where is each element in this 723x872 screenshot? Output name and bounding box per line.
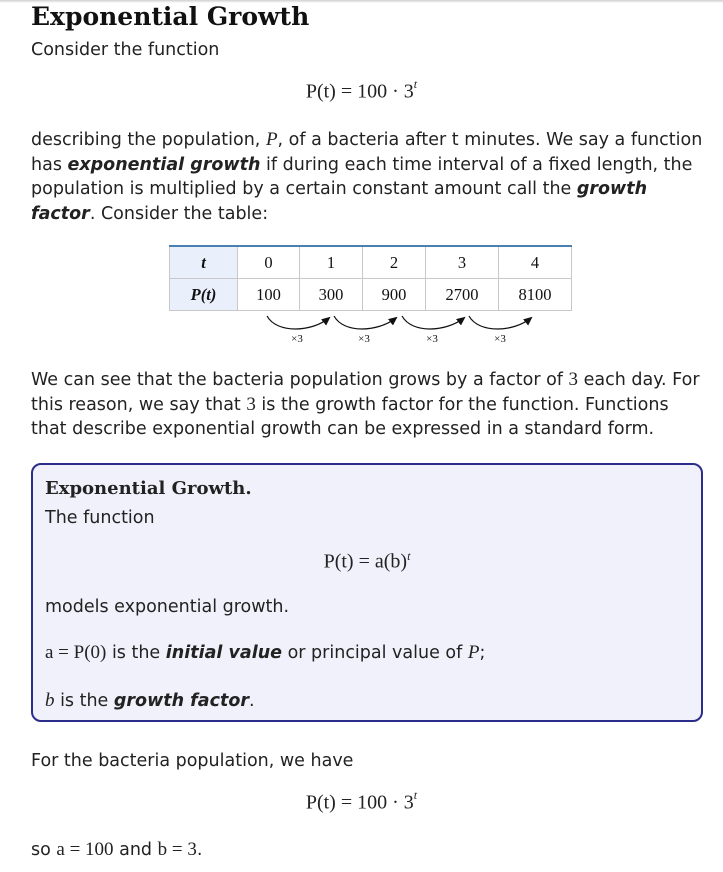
final-b-value: b = 3: [157, 839, 197, 860]
formula-standard-lhs: P(t) = a(b): [323, 550, 408, 573]
intro-text: Consider the function: [31, 40, 220, 60]
multiplier-label-4: ×3: [494, 333, 506, 345]
formula-population-lhs: P(t) = 100 · 3: [305, 80, 414, 103]
term-growth-factor: growth factor: [31, 179, 648, 224]
table-cell: 1: [300, 246, 363, 279]
arrow-2: [334, 316, 396, 329]
table-cell: 0: [238, 246, 300, 279]
line3-var-p: P: [467, 642, 480, 663]
para2-number-1: 3: [568, 369, 579, 390]
para2-text-3: is the growth factor for the function. Functions that describe exponential growth can be expressed in a standard form.: [31, 394, 669, 439]
multiplier-label-2: ×3: [358, 333, 370, 345]
line4-text-1: is the: [54, 691, 114, 711]
definition-line-2: models exponential growth.: [45, 597, 290, 617]
initial-value-math: a = P(0): [45, 642, 107, 663]
arrow-1: [267, 316, 329, 329]
table-cell: 3: [426, 246, 499, 279]
term-growth-factor-2: growth factor: [113, 691, 249, 711]
multiplier-arrows: [0, 308, 723, 348]
term-exponential-growth: exponential growth: [67, 154, 261, 175]
table-cell: 300: [300, 279, 363, 311]
desc-text-1: describing the population,: [31, 130, 266, 150]
table-cell: 900: [363, 279, 426, 311]
formula-population: [0, 79, 723, 104]
formula-standard-form: [33, 549, 701, 574]
bacteria-paragraph: For the bacteria population, we have: [31, 751, 354, 771]
table-cell: 2700: [426, 279, 499, 311]
definition-line-3: [45, 642, 485, 664]
formula-standard-exp: t: [407, 549, 411, 563]
table-cell: 100: [238, 279, 300, 311]
line3-text-1: is the: [106, 643, 166, 663]
arrow-4: [469, 316, 531, 329]
table-header-pt: P(t): [170, 279, 238, 311]
growth-factor-paragraph: [31, 368, 706, 442]
desc-var-p: P: [265, 129, 278, 150]
para2-text-2: each day. For this reason, we say that: [31, 370, 700, 415]
description-paragraph: [31, 128, 706, 226]
page-title: Exponential Growth: [31, 2, 310, 31]
final-so: so: [31, 840, 57, 860]
formula-bacteria-exp: t: [413, 788, 418, 802]
table-cell: 8100: [499, 279, 572, 311]
desc-text-4: . Consider the table:: [89, 203, 269, 224]
multiplier-label-3: ×3: [426, 333, 438, 345]
para2-text-1: We can see that the bacteria population grows by a factor of: [31, 370, 569, 390]
table-cell: 2: [363, 246, 426, 279]
table-cell: 4: [499, 246, 572, 279]
line3-end: ;: [479, 643, 486, 663]
para2-number-2: 3: [246, 393, 256, 415]
line4-end: .: [248, 691, 255, 711]
values-table: [169, 245, 572, 311]
multiplier-label-1: ×3: [291, 333, 303, 345]
table-row: [170, 246, 572, 279]
formula-bacteria-lhs: P(t) = 100 · 3: [305, 791, 414, 814]
definition-heading: Exponential Growth.: [45, 478, 252, 499]
table-header-t: t: [170, 246, 238, 279]
arrow-3: [402, 316, 464, 329]
formula-bacteria: [0, 790, 723, 815]
table-row: [170, 279, 572, 311]
desc-text-2: , of a bacteria after t minutes. We say a function has: [31, 130, 703, 175]
final-a-value: a = 100: [56, 839, 114, 860]
final-line: [31, 838, 706, 863]
formula-population-exp: t: [413, 77, 418, 91]
desc-text-3: if during each time interval of a fixed length, the population is multiplied by a certain constant amount call the: [31, 154, 693, 199]
final-and: and: [113, 840, 158, 860]
line3-text-2: or principal value of: [282, 643, 468, 663]
term-initial-value: initial value: [165, 643, 283, 663]
definition-box: [31, 463, 703, 722]
definition-line-1: The function: [45, 508, 155, 528]
final-end: .: [196, 840, 203, 860]
definition-line-4: [45, 690, 255, 712]
line4-var-b: b: [45, 690, 55, 711]
